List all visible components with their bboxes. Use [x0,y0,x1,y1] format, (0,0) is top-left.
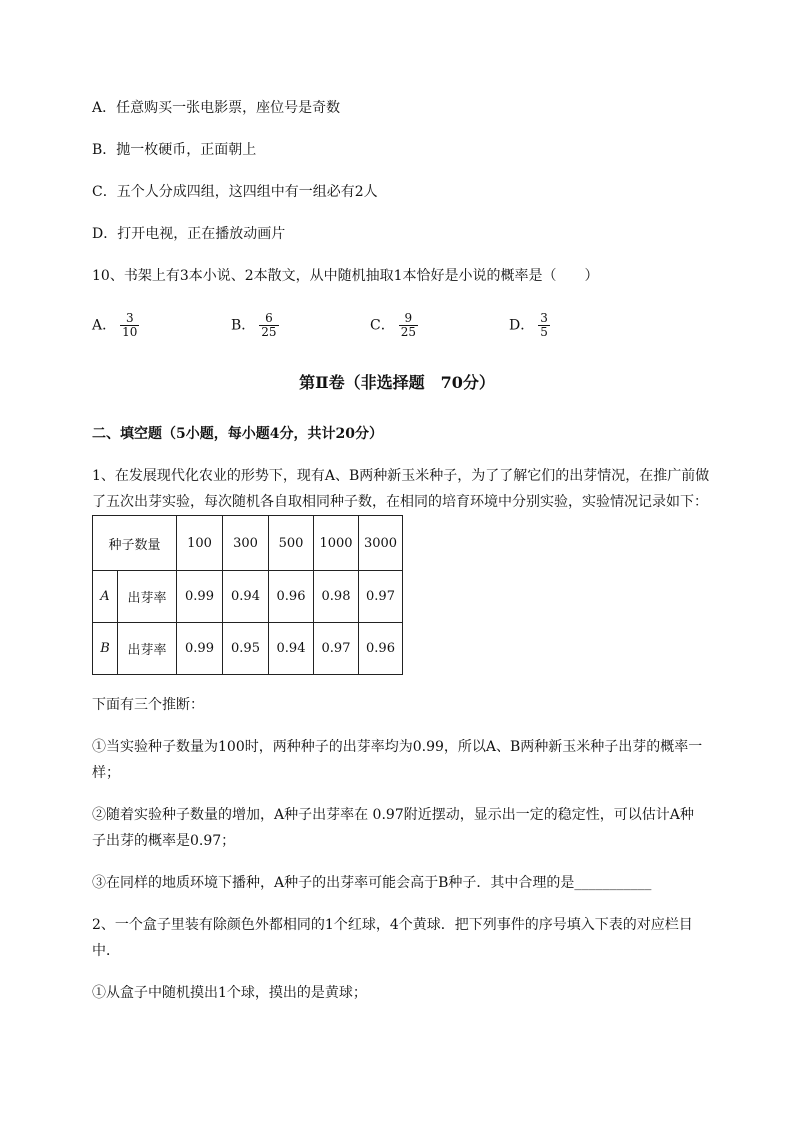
count-cell: 1000 [314,516,359,571]
option-d-q9: D．打开电视，正在播放动画片 [92,226,286,242]
denominator: 25 [400,325,416,339]
option-a-q9: A．任意购买一张电影票，座位号是奇数 [92,100,341,116]
fill2-line1: 2、一个盒子里装有除颜色外都相同的1个红球，4个黄球．把下列事件的序号填入下表的对应栏目 [92,917,693,933]
numerator: 3 [120,312,139,326]
numerator: 3 [540,311,548,325]
option-label: C． [370,317,395,334]
rate-cell: 0.94 [269,623,314,675]
q10-option-d [509,312,550,339]
header-label-cell: 种子数量 [93,516,177,571]
inference-2-line2: 子出芽的概率是0.97； [92,833,236,849]
seed-cell: A [93,571,118,623]
question-10: 10、书架上有3本小说、2本散文，从中随机抽取1本恰好是小说的概率是（ ） [92,268,599,284]
table-row [93,623,403,675]
inference-2-line1: ②随着实验种子数量的增加，A种子出芽率在 0.97附近摆动，显示出一定的稳定性，可以估计A种 [92,807,694,823]
q10-option-b [231,312,279,339]
rate-cell: 0.97 [359,571,403,623]
fill2-line2: 中． [92,943,120,959]
count-cell: 3000 [359,516,403,571]
rate-cell: 0.97 [314,623,359,675]
inference-3: ③在同样的地质环境下播种，A种子的出芽率可能会高于B种子．其中合理的是___________ [92,875,652,891]
fill2-item-1: ①从盒子中随机摸出1个球，摸出的是黄球； [92,985,367,1001]
row-label-cell: 出芽率 [118,571,177,623]
denominator: 5 [540,325,548,339]
rate-cell: 0.96 [359,623,403,675]
q10-option-c [370,312,418,339]
count-cell: 100 [177,516,223,571]
inference-prompt: 下面有三个推断： [92,697,204,713]
count-cell: 500 [269,516,314,571]
table-row [93,571,403,623]
numerator: 6 [259,312,278,326]
row-label-cell: 出芽率 [118,623,177,675]
rate-cell: 0.99 [177,571,223,623]
fill1-intro-line2: 了五次出芽实验，每次随机各自取相同种子数，在相同的培育环境中分别实验，实验情况记录如下： [92,494,708,510]
option-label: B． [231,317,256,334]
q10-option-a [92,312,139,339]
rate-cell: 0.98 [314,571,359,623]
rate-cell: 0.95 [223,623,269,675]
fraction [399,312,418,339]
rate-cell: 0.96 [269,571,314,623]
fill1-intro-line1: 1、在发展现代化农业的形势下，现有A、B两种新玉米种子，为了了解它们的出芽情况，在推广前做 [92,468,710,484]
rate-cell: 0.99 [177,623,223,675]
numerator: 9 [399,312,418,326]
denominator: 25 [261,325,277,339]
rate-cell: 0.94 [223,571,269,623]
table-header-row [93,516,403,571]
denominator: 10 [122,325,138,339]
fraction [120,312,139,339]
inference-1-line2: 样； [92,765,120,781]
inference-1-line1: ①当实验种子数量为100时，两种种子的出芽率均为0.99，所以A、B两种新玉米种子出芽的概率一 [92,739,703,755]
option-b-q9: B．抛一枚硬币，正面朝上 [92,142,257,158]
count-cell: 300 [223,516,269,571]
section-title: 二、填空题（5小题，每小题4分，共计20分） [92,426,383,442]
option-label: A． [92,317,117,334]
part-title: 第Ⅱ卷（非选择题 70分） [299,373,495,392]
fraction [259,312,278,339]
option-c-q9: C．五个人分成四组，这四组中有一组必有2人 [92,184,378,200]
seed-cell: B [93,623,118,675]
option-label: D． [509,317,535,334]
fraction [538,312,550,339]
germination-table [92,515,403,675]
